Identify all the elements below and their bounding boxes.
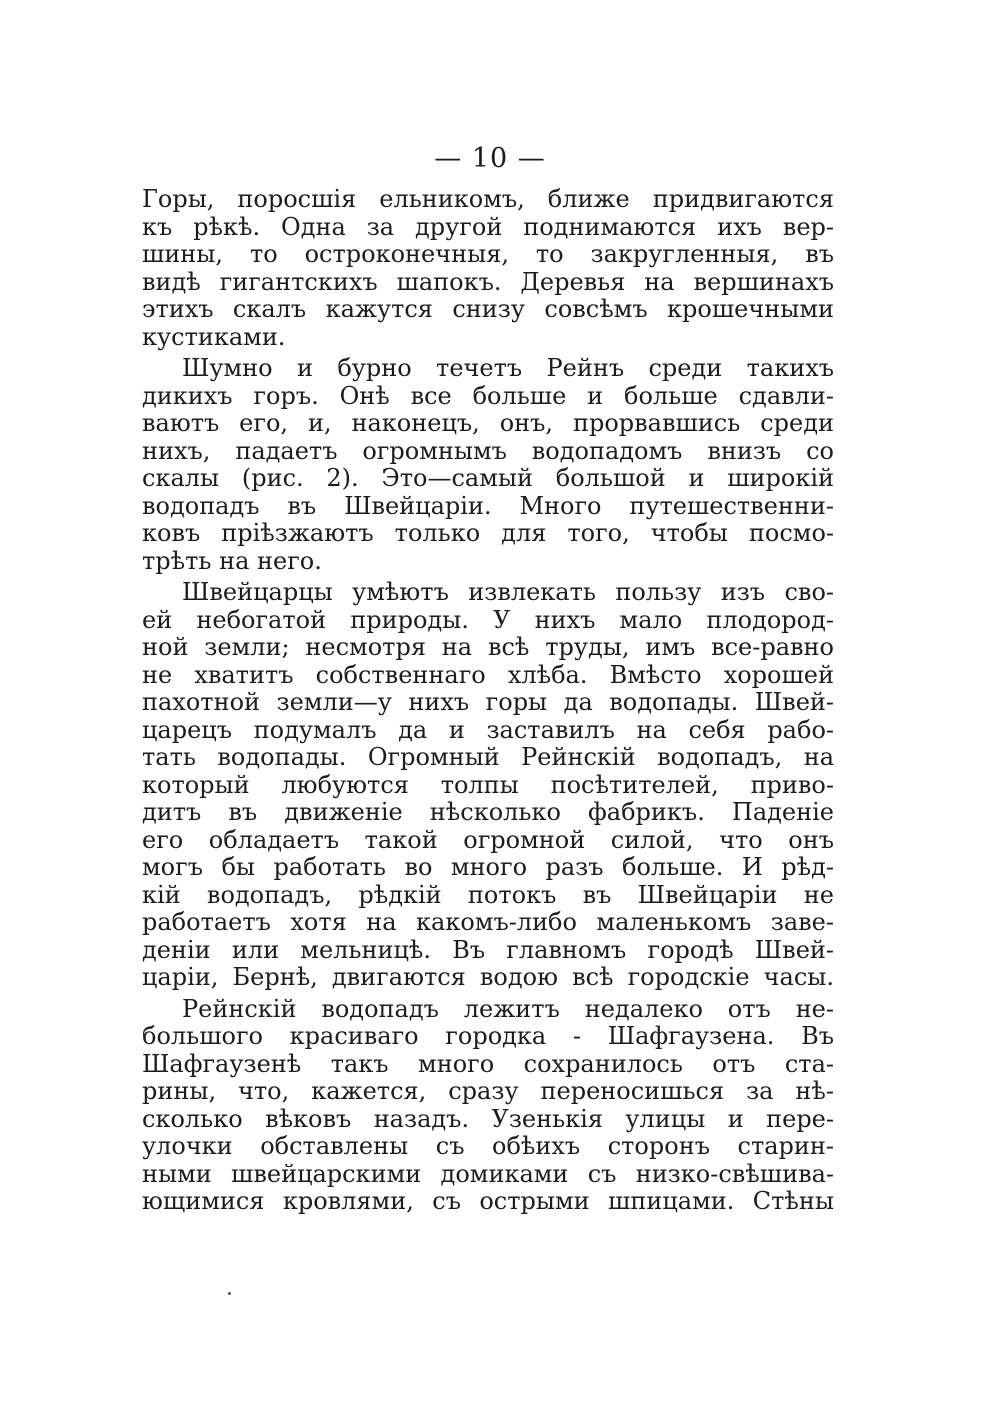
- text-line: который любуются толпы посѣтителей, приво-: [142, 770, 834, 799]
- paragraph: [142, 579, 834, 992]
- text-line: ющимися кровлями, съ острыми шпицами. Стѣны: [142, 1187, 834, 1215]
- text-line: тать водопады. Огромный Рейнскій водопадъ, на: [142, 743, 834, 771]
- body-text: [142, 186, 834, 1216]
- text-line: не хватитъ собственнаго хлѣба. Вмѣсто хорошей: [142, 660, 834, 689]
- paragraph: [142, 355, 834, 575]
- text-line: нихъ, падаетъ огромнымъ водопадомъ внизъ со: [142, 436, 834, 465]
- text-line: ными швейцарскими домиками съ низко-свѣшива-: [142, 1159, 834, 1188]
- text-line: Шумно и бурно течетъ Рейнъ среди такихъ: [182, 354, 834, 382]
- text-line: пахотной земли—у нихъ горы да водопады. Швей-: [142, 688, 834, 716]
- text-line: кустиками.: [142, 322, 286, 351]
- text-line: ваютъ его, и, наконецъ, онъ, прорвавшись среди: [142, 409, 834, 437]
- text-line: большого красиваго городка - Шафгаузена. Въ: [142, 1022, 834, 1050]
- text-line: дитъ въ движеніе нѣсколько фабрикъ. Паденіе: [142, 798, 834, 826]
- text-line: ей небогатой природы. У нихъ мало плодород-: [142, 605, 834, 634]
- text-line: работаетъ хотя на какомъ-либо маленькомъ заве-: [142, 908, 834, 936]
- paragraph: [142, 186, 834, 351]
- text-line: Горы, поросшія ельникомъ, ближе придвигаются: [142, 185, 834, 213]
- text-line: трѣть на него.: [142, 546, 322, 575]
- text-line: Рейнскій водопадъ лежитъ недалеко отъ не-: [182, 994, 834, 1023]
- print-speck: [228, 1292, 231, 1295]
- text-line: водопадъ въ Швейцаріи. Много путешественни-: [142, 491, 834, 520]
- text-line: дикихъ горъ. Онѣ все больше и больше сдавли-: [142, 381, 834, 410]
- text-line: могъ бы работать во много разъ больше. И рѣд-: [142, 853, 834, 881]
- page-number: — 10 —: [434, 143, 546, 174]
- text-line: ной земли; несмотря на всѣ труды, имъ все-равно: [142, 633, 834, 661]
- text-line: скалы (рис. 2). Это—самый большой и широкій: [142, 464, 834, 492]
- text-line: его обладаетъ такой огромной силой, что онъ: [142, 825, 834, 854]
- text-line: царіи, Бернѣ, двигаются водою всѣ городскіе часы.: [142, 963, 834, 991]
- text-line: деніи или мельницѣ. Въ главномъ городѣ Швей-: [142, 935, 834, 964]
- text-line: кій водопадъ, рѣдкій потокъ въ Швейцаріи не: [142, 880, 834, 909]
- text-line: видѣ гигантскихъ шапокъ. Деревья на вершинахъ: [142, 267, 834, 296]
- text-line: рины, что, кажется, сразу переносишься за нѣ-: [142, 1077, 834, 1105]
- text-line: царецъ подумалъ да и заставилъ на себя рабо-: [142, 715, 834, 744]
- text-line: Шафгаузенѣ такъ много сохранилось отъ ста-: [142, 1049, 834, 1078]
- text-line: сколько вѣковъ назадъ. Узенькія улицы и пере-: [142, 1104, 834, 1133]
- text-line: ковъ пріѣзжаютъ только для того, чтобы посмо-: [142, 519, 834, 547]
- text-line: къ рѣкѣ. Одна за другой поднимаются ихъ вер-: [142, 212, 834, 241]
- text-line: Швейцарцы умѣютъ извлекать пользу изъ сво-: [182, 578, 834, 606]
- text-line: улочки обставлены съ обѣихъ сторонъ старин-: [142, 1132, 834, 1160]
- paragraph: [142, 996, 834, 1216]
- text-line: этихъ скалъ кажутся снизу совсѣмъ крошечными: [142, 295, 834, 323]
- text-line: шины, то остроконечныя, то закругленныя, въ: [142, 240, 834, 268]
